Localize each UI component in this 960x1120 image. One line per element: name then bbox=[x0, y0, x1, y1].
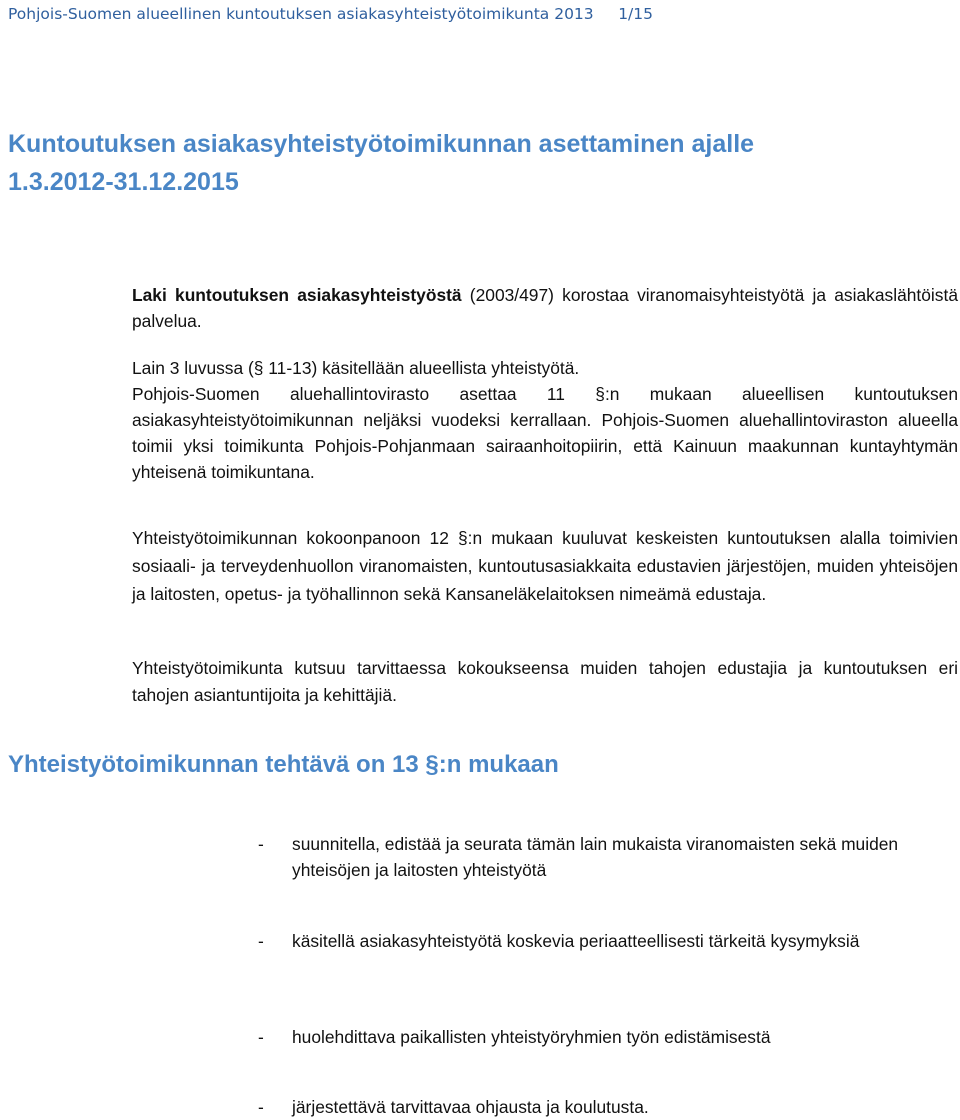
task-text: käsitellä asiakasyhteistyötä koskevia periaatteellisesti tärkeitä kysymyksiä bbox=[292, 931, 860, 951]
page-number: 1/15 bbox=[618, 5, 653, 23]
law-description: (2003/497) korostaa viranomaisyhteistyötä ja asiakaslähtöistä palvelua. bbox=[132, 285, 958, 331]
task-text: suunnitella, edistää ja seurata tämän lain mukaista viranomaisten sekä muiden yhteisöjen ja laitosten yhteistyötä bbox=[292, 834, 899, 880]
task-list-item bbox=[258, 831, 958, 883]
bullet-dash: - bbox=[258, 1027, 264, 1047]
document-title-line2: 1.3.2012-31.12.2015 bbox=[8, 168, 239, 196]
document-title bbox=[8, 125, 908, 201]
bullet-dash: - bbox=[258, 1097, 264, 1117]
bullet-dash: - bbox=[258, 834, 264, 854]
bullet-dash: - bbox=[258, 931, 264, 951]
paragraph-experts: Yhteistyötoimikunta kutsuu tarvittaessa kokoukseensa muiden tahojen edustajia ja kuntoutuksen eri tahojen asiantuntijoita ja kehittäjiä. bbox=[132, 658, 958, 705]
task-text: huolehdittava paikallisten yhteistyöryhmien työn edistämisestä bbox=[292, 1027, 771, 1047]
chapter-reference: Lain 3 luvussa (§ 11-13) käsitellään alueellista yhteistyötä. bbox=[132, 358, 580, 378]
paragraph-law-intro bbox=[132, 282, 958, 334]
document-title-line1: Kuntoutuksen asiakasyhteistyötoimikunnan asettaminen ajalle bbox=[8, 130, 755, 158]
page-header bbox=[8, 5, 653, 23]
header-title: Pohjois-Suomen alueellinen kuntoutuksen asiakasyhteistyötoimikunta 2013 bbox=[8, 5, 594, 23]
task-list-item bbox=[258, 1094, 958, 1120]
task-list-item bbox=[258, 1024, 958, 1050]
task-list-item bbox=[258, 928, 958, 954]
task-text: järjestettävä tarvittavaa ohjausta ja koulutusta. bbox=[292, 1097, 649, 1117]
law-name: Laki kuntoutuksen asiakasyhteistyöstä bbox=[132, 285, 462, 305]
paragraph-composition: Yhteistyötoimikunnan kokoonpanoon 12 §:n mukaan kuuluvat keskeisten kuntoutuksen alalla toimivien sosiaali- ja terveydenhuollon viranomaisten, kuntoutusasiakkaita edustavien järjestöjen, muiden yhteisöjen ja laitosten, opetus- ja työhallinnon sekä Kansaneläkelaitoksen nimeämä edustaja. bbox=[132, 528, 958, 604]
section-heading-tasks: Yhteistyötoimikunnan tehtävä on 13 §:n mukaan bbox=[8, 751, 559, 778]
paragraph-regional-cooperation bbox=[132, 355, 958, 485]
regional-committee-text: Pohjois-Suomen aluehallintovirasto asettaa 11 §:n mukaan alueellisen kuntoutuksen asiakasyhteistyötoimikunnan neljäksi vuodeksi kerrallaan. Pohjois-Suomen aluehallintoviraston alueella toimii yksi toimikunta Pohjois-Pohjanmaan sairaanhoitopiirin, että Kainuun maakunnan kuntayhtymän yhteisenä toimikuntana. bbox=[132, 384, 958, 482]
